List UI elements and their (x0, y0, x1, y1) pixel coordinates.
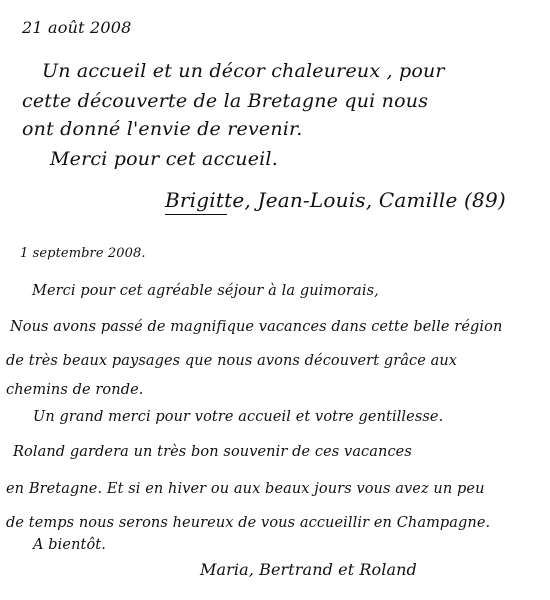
entry-signature: Maria, Bertrand et Roland (200, 560, 417, 579)
entry-text-line: Nous avons passé de magnifique vacances dans cette belle région (10, 319, 503, 335)
entry-text-line: de temps nous serons heureux de vous accueillir en Champagne. (6, 515, 491, 531)
entry-text-line: Merci pour cet agréable séjour à la guimorais, (32, 283, 379, 299)
entry-text-line: en Bretagne. Et si en hiver ou aux beaux jours vous avez un peu (6, 481, 485, 497)
entry-text-line: Un grand merci pour votre accueil et votre gentillesse. (33, 409, 444, 425)
entry-text-line: A bientôt. (33, 537, 106, 553)
entry-signature: Brigitte, Jean-Louis, Camille (89) (165, 188, 506, 212)
entry-text-line: Roland gardera un très bon souvenir de ces vacances (13, 444, 412, 460)
entry-text-line: cette découverte de la Bretagne qui nous (22, 90, 429, 112)
entry-date: 21 août 2008 (22, 18, 132, 37)
signature-underline (165, 214, 227, 215)
entry-date: 1 septembre 2008. (20, 246, 146, 261)
entry-text-line: chemins de ronde. (6, 382, 144, 398)
entry-text-line: de très beaux paysages que nous avons découvert grâce aux (6, 353, 458, 369)
entry-text-line: Merci pour cet accueil. (50, 148, 278, 170)
entry-text-line: Un accueil et un décor chaleureux , pour (42, 60, 445, 82)
entry-text-line: ont donné l'envie de revenir. (22, 118, 303, 140)
